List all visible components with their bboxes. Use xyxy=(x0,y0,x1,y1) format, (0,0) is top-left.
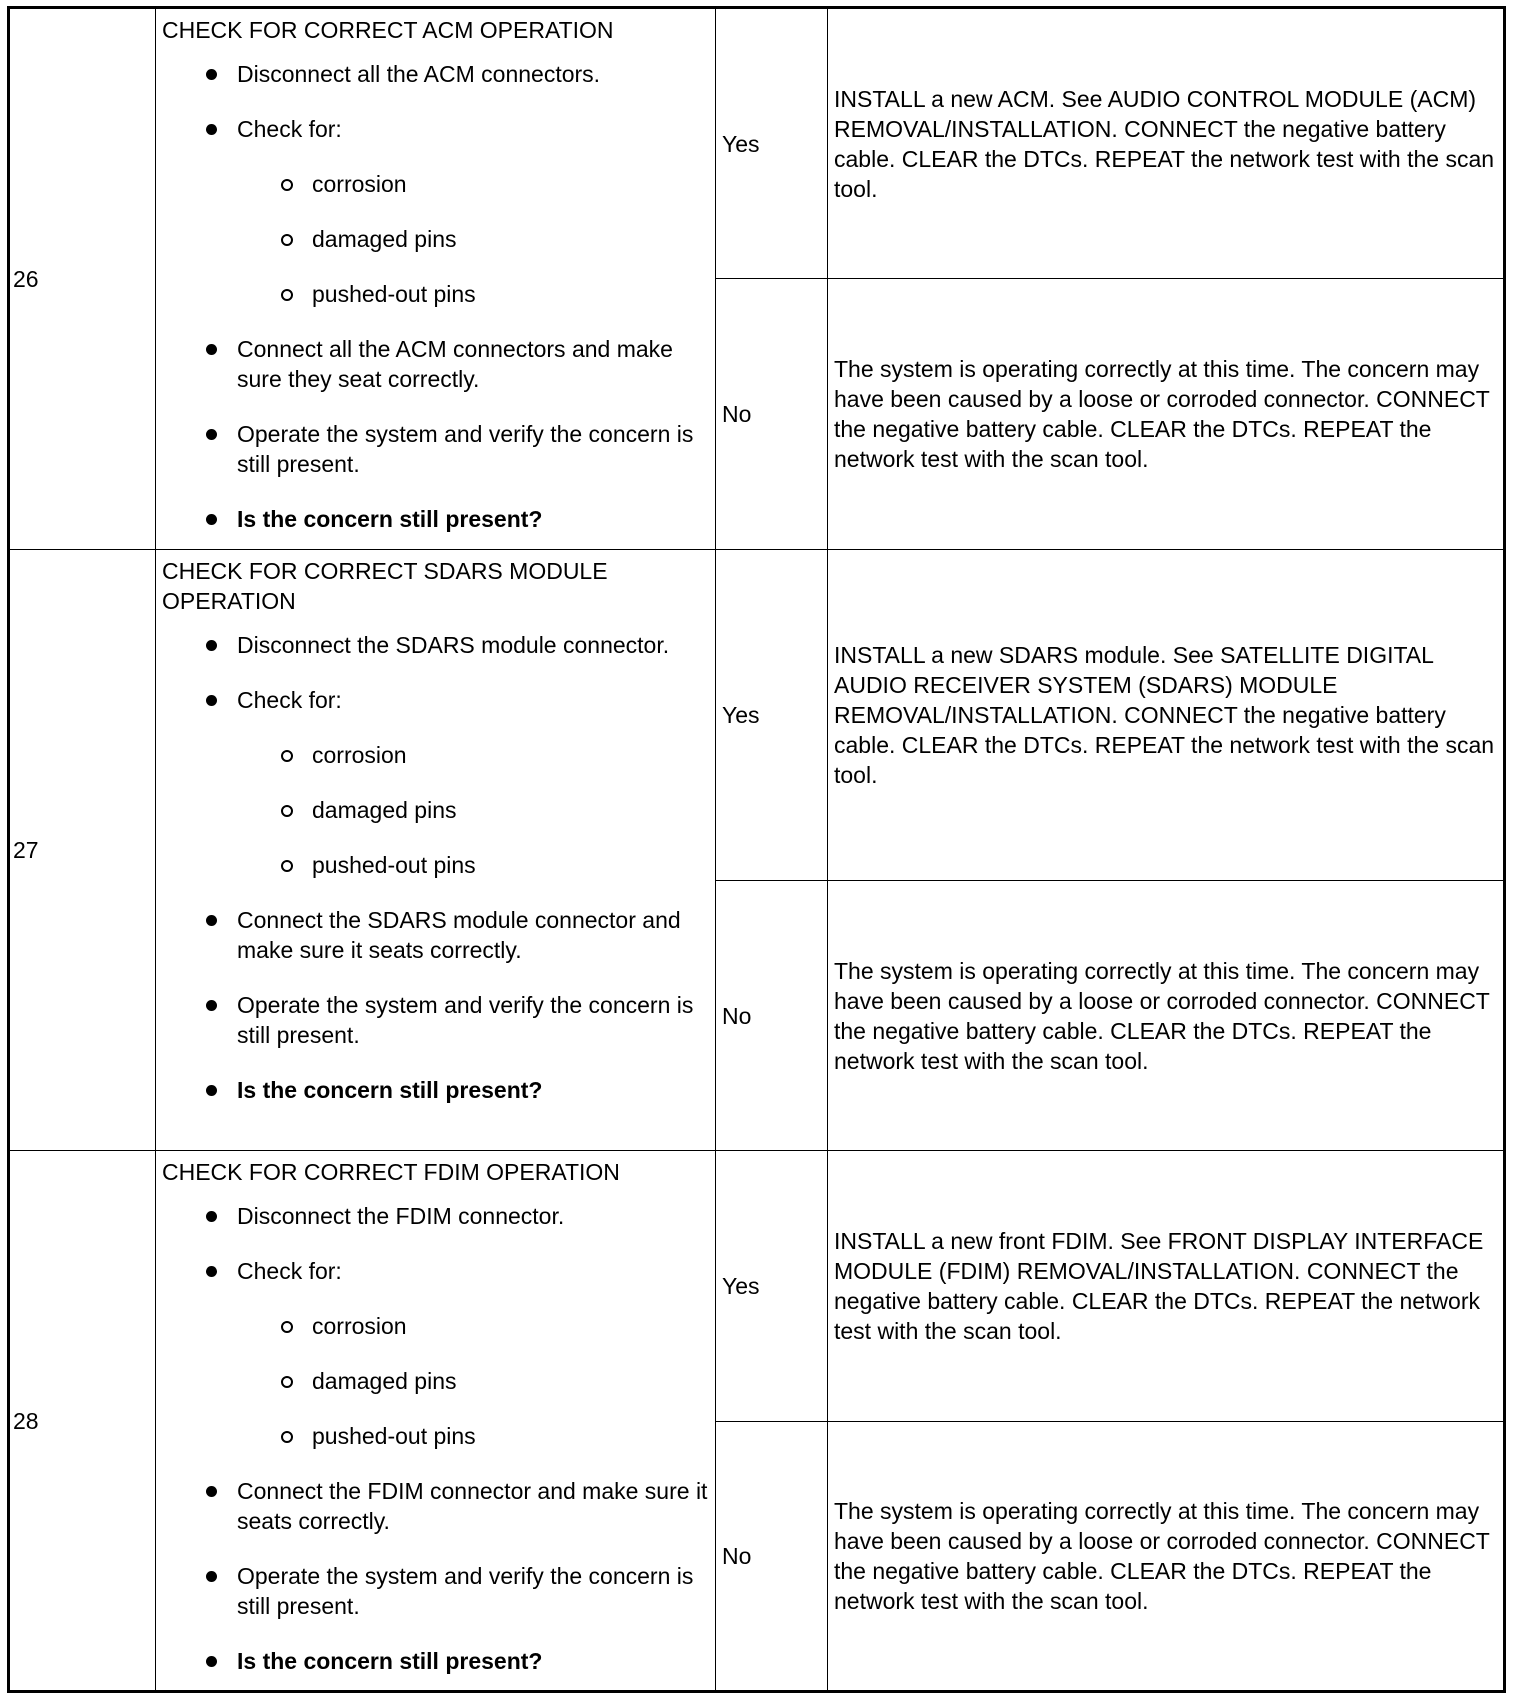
sub-bullet-item: pushed-out pins xyxy=(162,1421,709,1451)
answer-no: No xyxy=(716,1422,828,1692)
diagnostic-table xyxy=(7,6,1506,1693)
bullet-item: Operate the system and verify the concern is still present. xyxy=(162,990,709,1050)
step-number: 27 xyxy=(9,550,156,1151)
sub-bullet-item: pushed-out pins xyxy=(162,850,709,880)
step-title: CHECK FOR CORRECT SDARS MODULE OPERATION xyxy=(162,558,608,614)
answer-yes: Yes xyxy=(716,8,828,279)
bullet-item: Disconnect the FDIM connector. xyxy=(162,1201,709,1231)
step-number: 28 xyxy=(9,1151,156,1692)
step-procedure xyxy=(156,550,716,1151)
bullet-item: Check for: xyxy=(162,114,709,144)
sub-bullet-item: damaged pins xyxy=(162,795,709,825)
action-yes: INSTALL a new front FDIM. See FRONT DISPLAY INTERFACE MODULE (FDIM) REMOVAL/INSTALLATION. CONNECT the negative battery cable. CLEAR the DTCs. REPEAT the network test with the scan tool. xyxy=(828,1151,1505,1422)
sub-bullet-item: corrosion xyxy=(162,740,709,770)
bullet-item: Disconnect the SDARS module connector. xyxy=(162,630,709,660)
bullet-item: Operate the system and verify the concern is still present. xyxy=(162,419,709,479)
sub-bullet-item: pushed-out pins xyxy=(162,279,709,309)
step-question: Is the concern still present? xyxy=(162,1075,709,1105)
sub-bullet-item: damaged pins xyxy=(162,224,709,254)
action-no: The system is operating correctly at this time. The concern may have been caused by a loose or corroded connector. CONNECT the negative battery cable. CLEAR the DTCs. REPEAT the network test with the scan tool. xyxy=(828,881,1505,1151)
step-row-yes xyxy=(9,550,1505,881)
step-row-yes xyxy=(9,1151,1505,1422)
step-question: Is the concern still present? xyxy=(162,1646,709,1676)
action-no: The system is operating correctly at this time. The concern may have been caused by a loose or corroded connector. CONNECT the negative battery cable. CLEAR the DTCs. REPEAT the network test with the scan tool. xyxy=(828,1422,1505,1692)
sub-bullet-item: damaged pins xyxy=(162,1366,709,1396)
action-yes: INSTALL a new SDARS module. See SATELLITE DIGITAL AUDIO RECEIVER SYSTEM (SDARS) MODULE REMOVAL/INSTALLATION. CONNECT the negative battery cable. CLEAR the DTCs. REPEAT the network test with the scan tool. xyxy=(828,550,1505,881)
step-question: Is the concern still present? xyxy=(162,504,709,534)
bullet-item: Connect all the ACM connectors and make sure they seat correctly. xyxy=(162,334,709,394)
action-no: The system is operating correctly at this time. The concern may have been caused by a loose or corroded connector. CONNECT the negative battery cable. CLEAR the DTCs. REPEAT the network test with the scan tool. xyxy=(828,279,1505,550)
bullet-item: Check for: xyxy=(162,1256,709,1286)
step-title: CHECK FOR CORRECT ACM OPERATION xyxy=(162,17,614,43)
step-procedure xyxy=(156,8,716,550)
step-number: 26 xyxy=(9,8,156,550)
sub-bullet-item: corrosion xyxy=(162,1311,709,1341)
step-procedure xyxy=(156,1151,716,1692)
answer-yes: Yes xyxy=(716,550,828,881)
step-row-yes xyxy=(9,8,1505,279)
sub-bullet-item: corrosion xyxy=(162,169,709,199)
answer-no: No xyxy=(716,881,828,1151)
action-yes: INSTALL a new ACM. See AUDIO CONTROL MODULE (ACM) REMOVAL/INSTALLATION. CONNECT the negative battery cable. CLEAR the DTCs. REPEAT the network test with the scan tool. xyxy=(828,8,1505,279)
answer-yes: Yes xyxy=(716,1151,828,1422)
answer-no: No xyxy=(716,279,828,550)
bullet-item: Check for: xyxy=(162,685,709,715)
bullet-item: Connect the SDARS module connector and make sure it seats correctly. xyxy=(162,905,709,965)
bullet-item: Operate the system and verify the concern is still present. xyxy=(162,1561,709,1621)
bullet-item: Connect the FDIM connector and make sure it seats correctly. xyxy=(162,1476,709,1536)
bullet-item: Disconnect all the ACM connectors. xyxy=(162,59,709,89)
step-title: CHECK FOR CORRECT FDIM OPERATION xyxy=(162,1159,620,1185)
